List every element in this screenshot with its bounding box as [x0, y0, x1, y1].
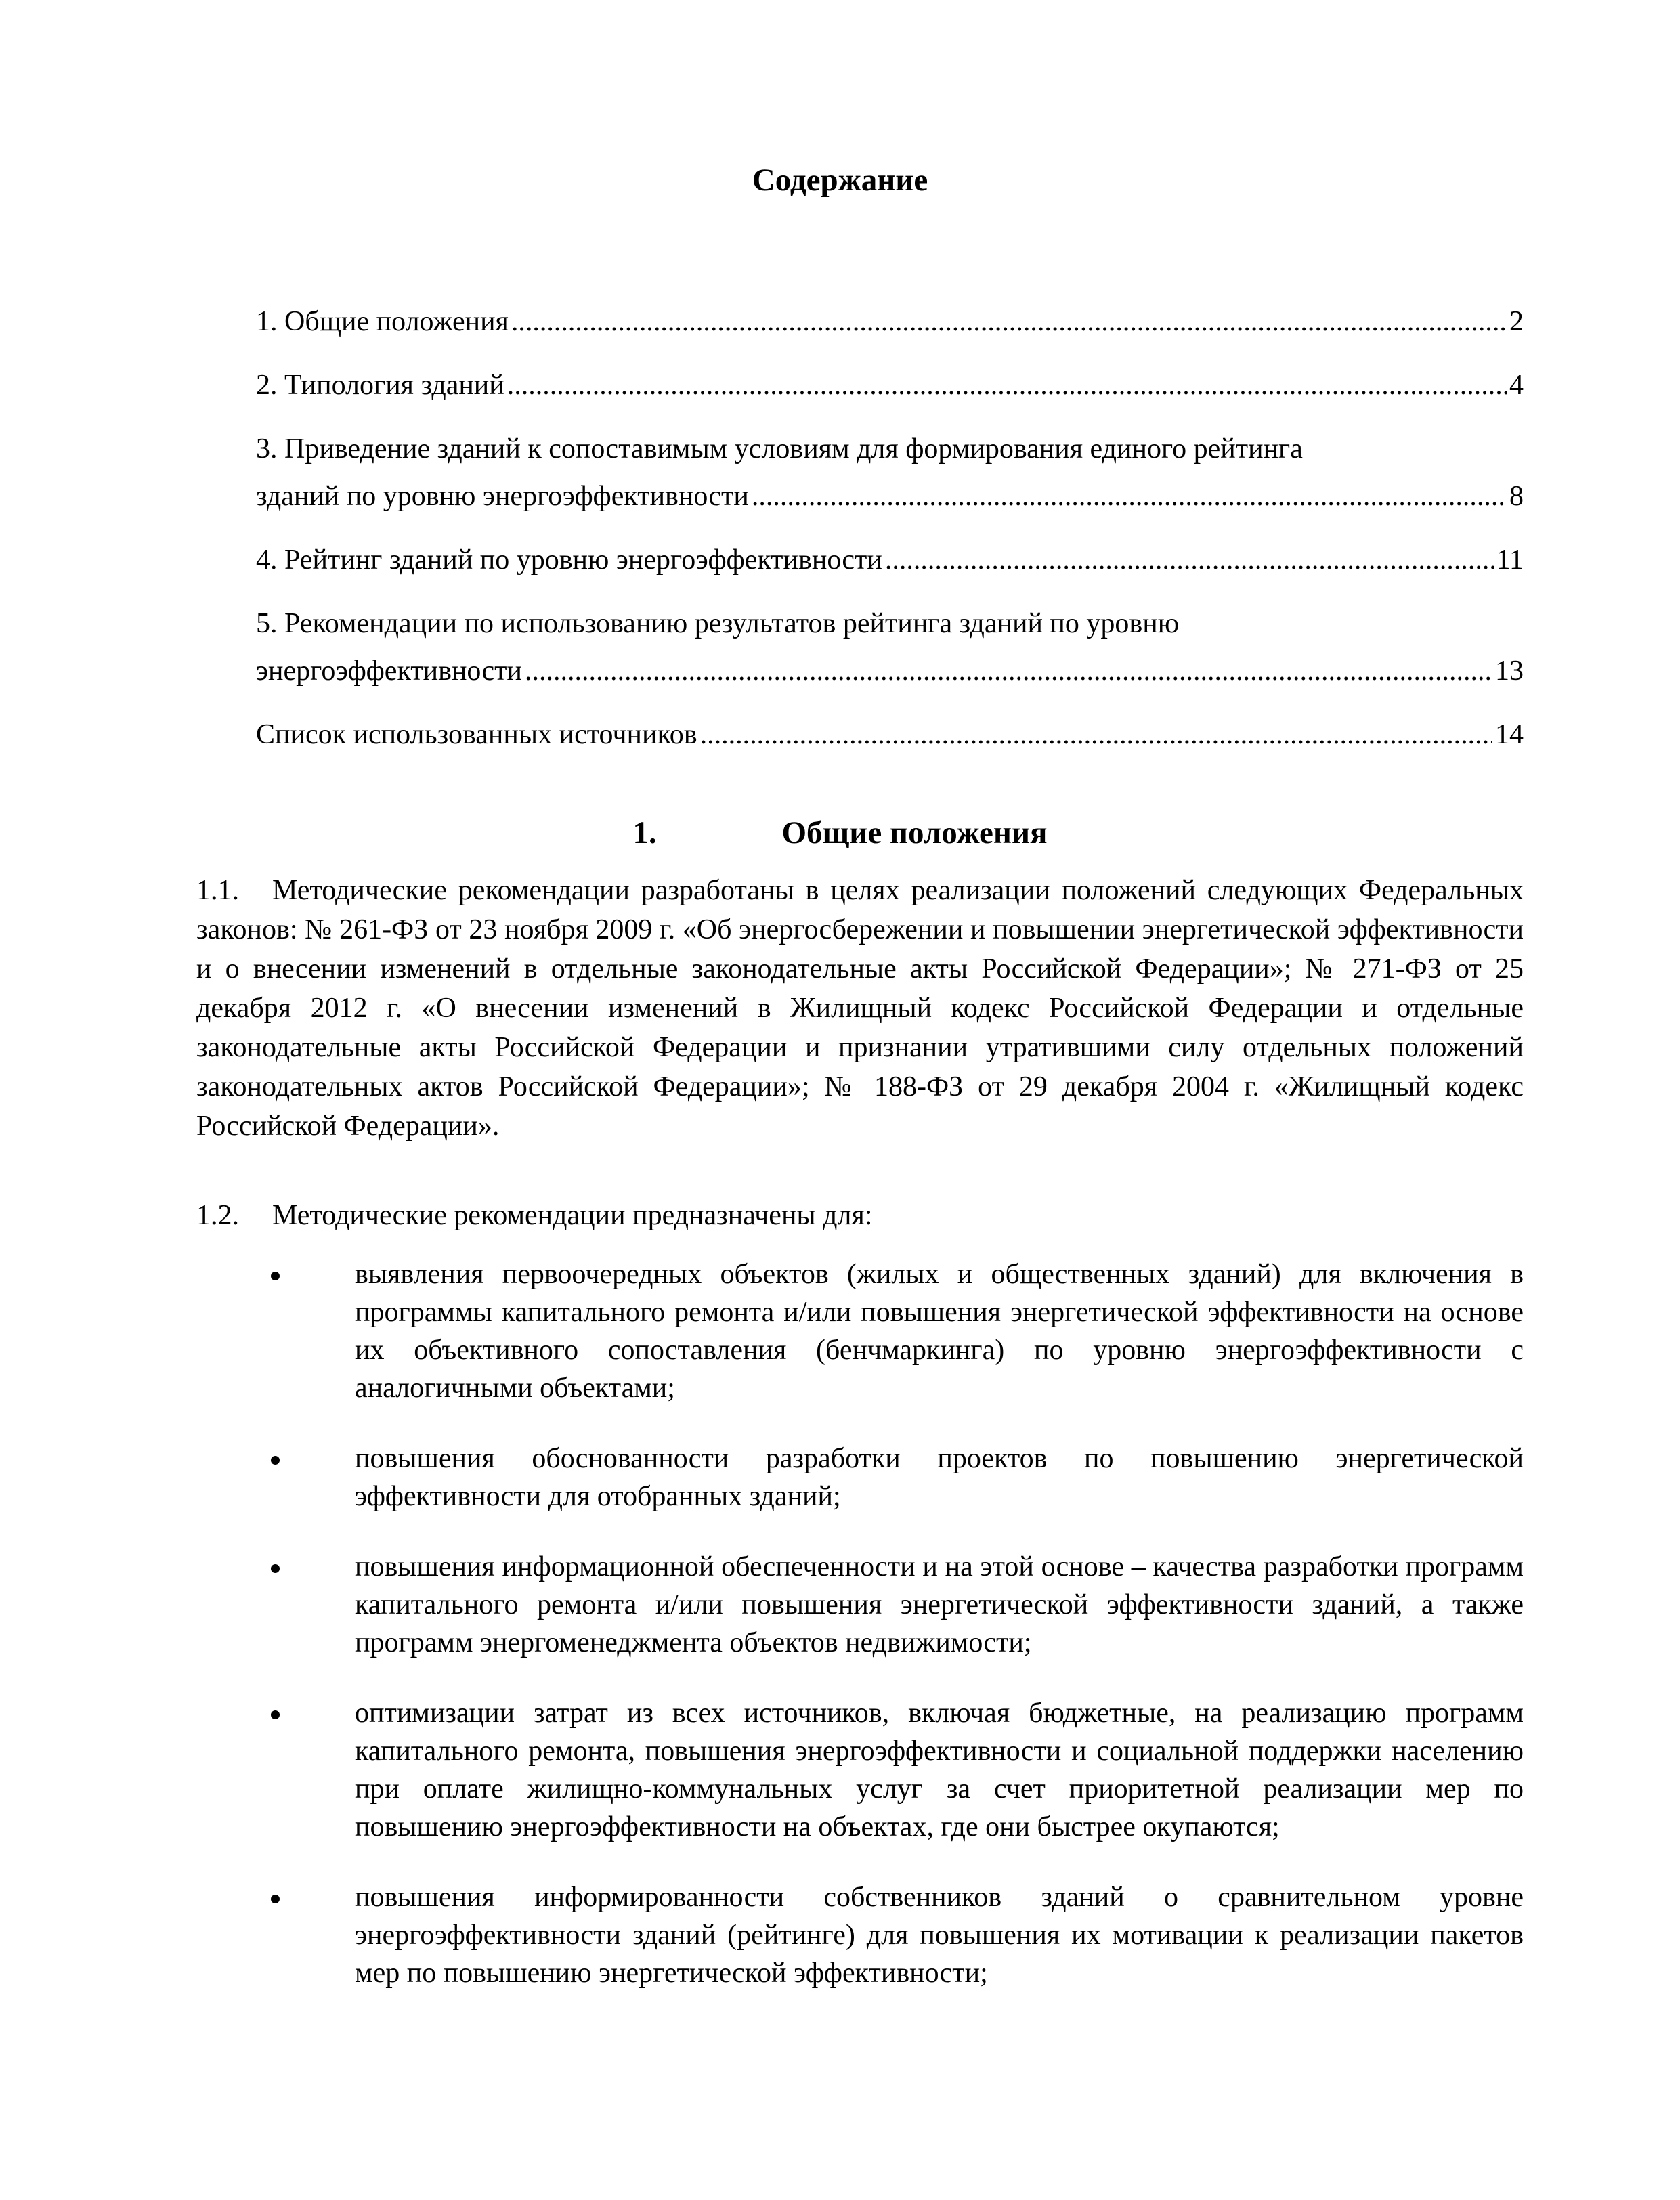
- toc-entry-title-first-line: 3. Приведение зданий к сопоставимым условиям для формирования единого рейтинга: [256, 433, 1303, 465]
- toc-line: [256, 536, 1524, 584]
- bullet-icon: [271, 1564, 280, 1573]
- toc-dot-leader: [700, 711, 1492, 758]
- list-item-text: повышения информационной обеспеченности и на этой основе – качества разработки программ капитального ремонта и/или повышения энергетической эффективности зданий, а также программ энергоменеджмента объектов недвижимости;: [355, 1551, 1524, 1658]
- toc-dot-leader: [885, 536, 1494, 584]
- toc-dot-leader: [752, 473, 1507, 520]
- toc-entry-5[interactable]: [256, 600, 1524, 695]
- toc-line: [256, 473, 1524, 520]
- list-item: [271, 1255, 1524, 1407]
- list-item: [271, 1878, 1524, 1992]
- paragraph-text: Методические рекомендации разработаны в целях реализации положений следующих Федеральных законов: № 261-ФЗ от 23 ноября 2009 г. «Об энергосбережении и повышении энергетической эффективности и о внесении изменений в отдельные законодательные акты Российской Федерации»; № 271-ФЗ от 25 декабря 2012 г. «О внесении изменений в Жилищный кодекс Российской Федерации и отдельные законодательные акты Российской Федерации и признании утратившими силу отдельных положений законодательных актов Российской Федерации»; № 188-ФЗ от 29 декабря 2004 г. «Жилищный кодекс Российской Федерации».: [196, 875, 1524, 1142]
- toc-line: [256, 298, 1524, 345]
- toc-dot-leader: [507, 362, 1507, 409]
- toc-line: [256, 647, 1524, 695]
- list-item: [271, 1440, 1524, 1515]
- bullet-icon: [271, 1895, 280, 1903]
- toc-line: [256, 711, 1524, 758]
- list-item-text: оптимизации затрат из всех источников, включая бюджетные, на реализацию программ капитального ремонта, повышения энергоэффективности и социальной поддержки населению при оплате жилищно-коммунальных услуг за счет приоритетной реализации мер по повышению энергоэффективности на объектах, где они быстрее окупаются;: [355, 1698, 1524, 1842]
- toc-dot-leader: [525, 647, 1492, 695]
- list-item-text: повышения информированности собственников зданий о сравнительном уровне энергоэффективности зданий (рейтинге) для повышения их мотивации к реализации пакетов мер по повышению энергетической эффективности;: [355, 1882, 1524, 1989]
- toc-entry-6[interactable]: [256, 711, 1524, 758]
- toc-page-number: 2: [1509, 306, 1524, 337]
- bullet-list: [271, 1255, 1524, 2025]
- table-of-contents: [256, 298, 1524, 775]
- toc-page-number: 14: [1495, 719, 1524, 750]
- toc-page-number: 11: [1496, 544, 1524, 576]
- paragraph-1-1: [196, 871, 1524, 1146]
- toc-page-number: 13: [1495, 655, 1524, 687]
- toc-entry-title: 4. Рейтинг зданий по уровню энергоэффективности: [256, 544, 882, 576]
- section-heading: [0, 813, 1680, 853]
- toc-page-number: 4: [1509, 370, 1524, 401]
- paragraph-1-2: [196, 1196, 1524, 1235]
- section-title: Общие положения: [781, 815, 1048, 850]
- toc-entry-title-first-line: 5. Рекомендации по использованию результатов рейтинга зданий по уровню: [256, 608, 1180, 639]
- bullet-icon: [271, 1456, 280, 1465]
- toc-title: Содержание: [752, 163, 928, 198]
- toc-entry-title: энергоэффективности: [256, 655, 522, 687]
- toc-entry-2[interactable]: [256, 362, 1524, 409]
- list-item-text: повышения обоснованности разработки проектов по повышению энергетической эффективности для отобранных зданий;: [355, 1443, 1524, 1512]
- toc-entry-title: 1. Общие положения: [256, 306, 509, 337]
- toc-line: [256, 362, 1524, 409]
- paragraph-number: 1.2.: [196, 1200, 239, 1231]
- paragraph-text: Методические рекомендации предназначены для:: [272, 1200, 873, 1231]
- toc-dot-leader: [511, 298, 1507, 345]
- toc-page-number: 8: [1509, 481, 1524, 512]
- list-item-text: выявления первоочередных объектов (жилых и общественных зданий) для включения в программы капитального ремонта и/или повышения энергетической эффективности на основе их объективного сопоставления (бенчмаркинга) по уровню энергоэффективности с аналогичными объектами;: [355, 1259, 1524, 1404]
- toc-entry-3[interactable]: [256, 425, 1524, 520]
- toc-entry-1[interactable]: [256, 298, 1524, 345]
- list-item: [271, 1694, 1524, 1846]
- bullet-icon: [271, 1272, 280, 1280]
- list-item: [271, 1548, 1524, 1662]
- section-number: 1.: [632, 815, 657, 850]
- bullet-icon: [271, 1710, 280, 1719]
- paragraph-number: 1.1.: [196, 875, 239, 906]
- toc-entry-title: зданий по уровню энергоэффективности: [256, 481, 749, 512]
- toc-entry-title: 2. Типология зданий: [256, 370, 504, 401]
- toc-entry-title: Список использованных источников: [256, 719, 697, 750]
- toc-entry-4[interactable]: [256, 536, 1524, 584]
